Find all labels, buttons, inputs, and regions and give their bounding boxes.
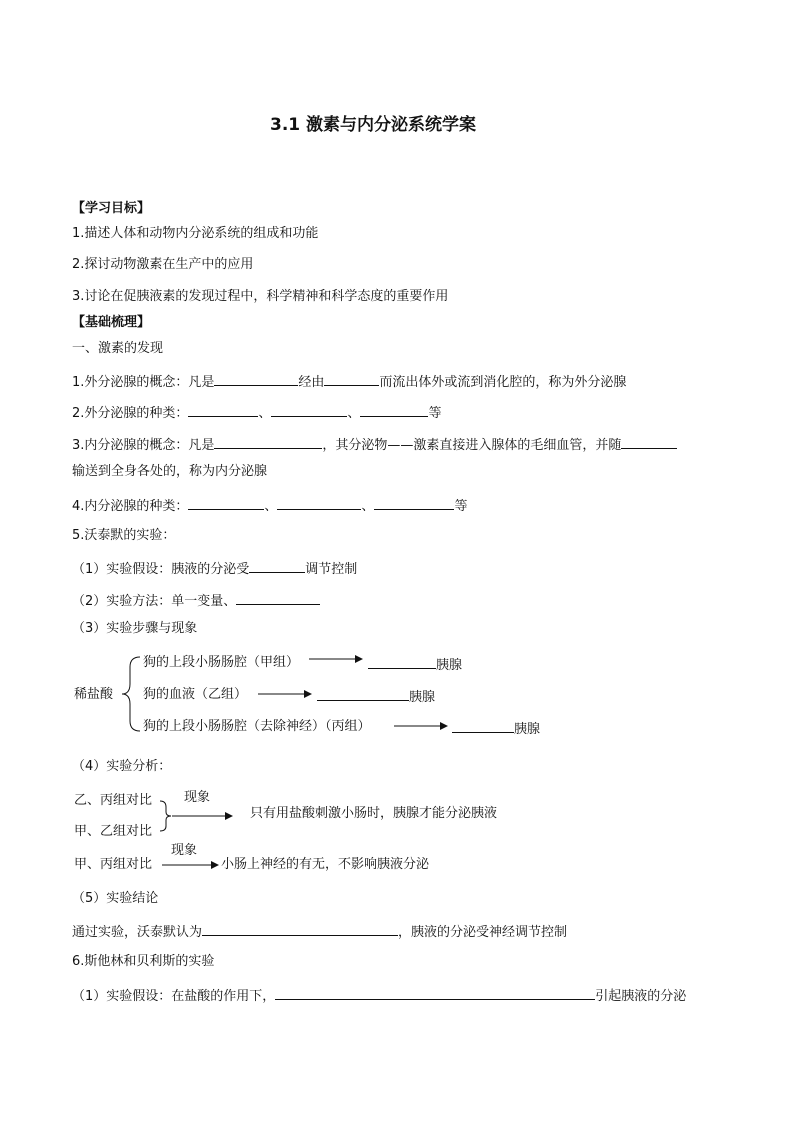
result-text: 胰腺 (436, 658, 463, 673)
group-label: 狗的上段小肠肠腔（甲组） (143, 655, 300, 670)
section-heading: 一、激素的发现 (72, 341, 164, 356)
answer-blank[interactable] (317, 686, 409, 701)
group-result (317, 686, 435, 707)
separator: 、 (264, 499, 278, 514)
conclusion-text: 只有用盐酸刺激小肠时，胰腺才能分泌胰液 (250, 806, 498, 821)
group-result (368, 654, 462, 675)
arrow-label: 现象 (171, 843, 198, 858)
group-result (452, 718, 540, 739)
question-text: ，其分泌物——激素直接进入腺体的毛细血管，并随 (322, 438, 622, 453)
comparison-label: 乙、丙组对比 (74, 793, 153, 808)
separator: 、 (347, 406, 361, 421)
objective-item: 1.描述人体和动物内分泌系统的组成和功能 (72, 226, 319, 241)
group-label: 狗的血液（乙组） (143, 687, 248, 702)
question-text: 等 (454, 499, 468, 514)
question-3-line2: 输送到全身各处的，称为内分泌腺 (72, 464, 268, 479)
question-text: ，胰液的分泌受神经调节控制 (398, 925, 568, 940)
answer-blank[interactable] (452, 718, 514, 733)
objective-item: 3.讨论在促胰液素的发现过程中，科学精神和科学态度的重要作用 (72, 289, 449, 304)
question-5-4: （4）实验分析： (72, 759, 172, 774)
question-text: （1）实验假设：在盐酸的作用下， (72, 989, 276, 1004)
answer-blank[interactable] (275, 985, 595, 1000)
comparison-label: 甲、乙组对比 (74, 824, 153, 839)
brace-shape (122, 657, 140, 731)
conclusion-text: 小肠上神经的有无，不影响胰液分泌 (221, 857, 430, 872)
result-text: 胰腺 (514, 722, 541, 737)
question-text: 而流出体外或流到消化腔的，称为外分泌腺 (379, 375, 627, 390)
separator: 、 (361, 499, 375, 514)
question-text: 引起胰液的分泌 (595, 989, 687, 1004)
group-label: 狗的上段小肠肠腔（去除神经）（丙组） (143, 719, 371, 734)
page-title: 3.1 激素与内分泌系统学案 (270, 115, 477, 135)
question-5-3: （3）实验步骤与现象 (72, 621, 198, 636)
question-text: 3.内分泌腺的概念：凡是 (72, 438, 215, 453)
objectives-header: 【学习目标】 (72, 201, 151, 216)
result-text: 胰腺 (409, 690, 436, 705)
question-text: （2）实验方法：单一变量、 (72, 594, 237, 609)
question-6-1 (72, 985, 686, 1006)
comparison-label: 甲、丙组对比 (74, 857, 153, 872)
separator: 、 (258, 406, 272, 421)
diagram-source: 稀盐酸 (74, 687, 114, 702)
question-text: 通过实验，沃泰默认为 (72, 925, 203, 940)
answer-blank[interactable] (202, 921, 398, 936)
brace-shape (160, 801, 171, 831)
answer-blank[interactable] (368, 654, 436, 669)
question-text: 经由 (298, 375, 325, 390)
objective-item: 2.探讨动物激素在生产中的应用 (72, 257, 254, 272)
question-text: 等 (428, 406, 442, 421)
question-6: 6.斯他林和贝利斯的实验 (72, 954, 215, 969)
question-5-5: （5）实验结论 (72, 891, 159, 906)
question-5: 5.沃泰默的实验： (72, 528, 176, 543)
question-text: 调节控制 (305, 562, 358, 577)
arrow-label: 现象 (184, 790, 211, 805)
question-5-5-text (72, 921, 567, 942)
question-text: 1.外分泌腺的概念：凡是 (72, 375, 215, 390)
question-text: （1）实验假设：胰液的分泌受 (72, 562, 250, 577)
question-text: 2.外分泌腺的种类： (72, 406, 189, 421)
basics-header: 【基础梳理】 (72, 315, 151, 330)
question-text: 4.内分泌腺的种类： (72, 499, 189, 514)
